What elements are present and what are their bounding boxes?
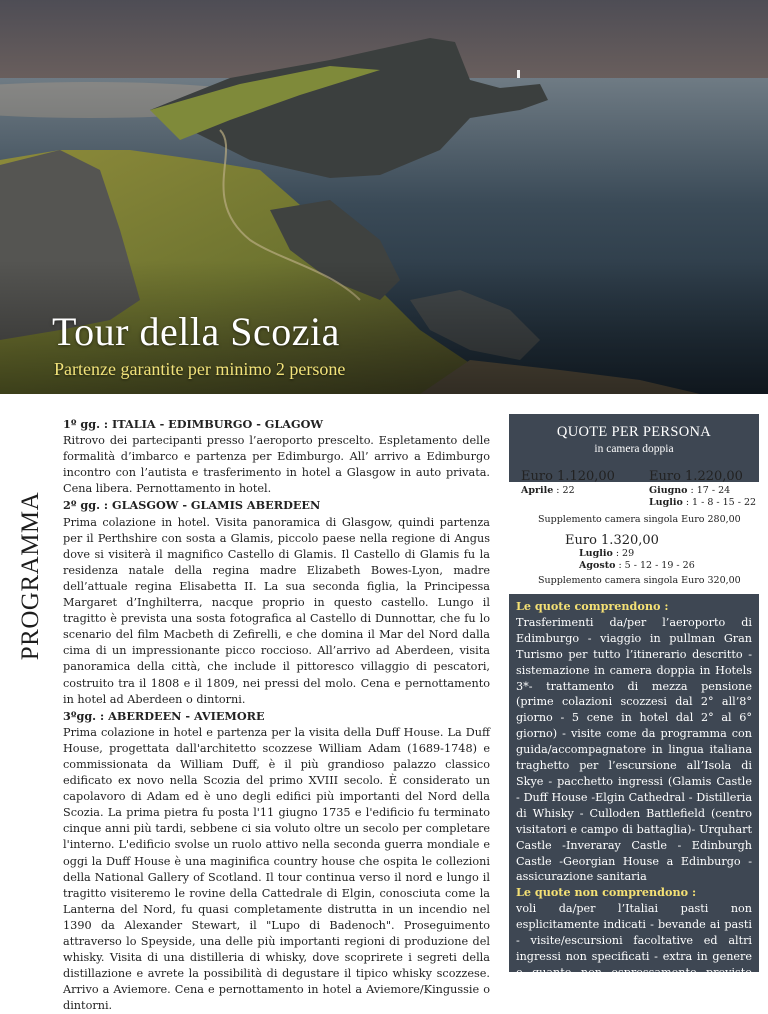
price-list	[509, 469, 759, 590]
price-dates: Giugno : 17 - 24	[649, 485, 731, 496]
supplement-note: Supplemento camera singola Euro 280,00	[538, 514, 741, 525]
day-description: Ritrovo dei partecipanti presso l’aeroporto prescelto. Espletamento delle formalità d’imbarco e partenza per Edimburgo. All’ arrivo a Edimburgo incontro con l’autista e trasferimento in hotel a Glasgow in auto privata. Cena libera. Pernottamento in hotel.	[63, 434, 490, 496]
day-description: Prima colazione in hotel. Visita panoramica di Glasgow, quindi partenza per il Perthshire con sosta a Glamis, piccolo paese nella regione di Angus dove si visiterà il magnifico Castello di Glamis. Il Castello di Glamis fu la residenza natale della regina madre Elizabeth Bowes-Lyon, madre dell’attuale regina Elisabetta II. La sua seconda figlia, la Principessa Margaret d’Inghilterra, nacque proprio in questo castello. Lungo il tragitto è prevista una sosta fotografica al Castello di Dunnottar, che fu lo scenario del film Macbeth di Zefirelli, e che domina il Mar del Nord dalla cima di un impressionante picco roccioso. All’arrivo ad Aberdeen, visita panoramica della città, che include il pittoresco villaggio di pescatori, costruito tra il 1808 e il 1809, nei pressi del molo. Cena e pernottamento in hotel ad Aberdeen o dintorni.	[63, 515, 490, 706]
excludes-text: voli da/per l’Italiai pasti non esplicitamente indicati - bevande ai pasti - visite/escursioni facoltative ed altri ingressi non specificati - extra in genere e quanto non espressamente previsto sotto la voce “le quote comprendono”	[516, 902, 752, 995]
section-label: PROGRAMMA	[17, 491, 44, 661]
price-amount: Euro 1.220,00	[649, 469, 743, 484]
includes-heading: Le quote comprendono :	[516, 599, 669, 613]
price-amount: Euro 1.320,00	[565, 533, 659, 548]
day-description: Prima colazione in hotel e partenza per la visita della Duff House. La Duff House, progettata dall'architetto scozzese William Adam (1689-1748) e commissionata da William Duff, è il più grandioso palazzo classico edificato ex novo nella Scozia del primo XVIII secolo. È considerato un capolavoro di Adam ed è uno degli edifici più importanti del Nord della Scozia. La prima pietra fu posta l'11 giugno 1735 e l'edificio fu terminato cinque anni più tardi, sebbene ci sia voluto oltre un secolo per completare l'interno. L'edificio svolse un ruolo attivo nella seconda guerra mondiale e oggi la Duff House è una maginifica country house che ospita le collezioni della National Gallery of Scotland. Il tour continua verso il nord e lungo il tragitto visiteremo le rovine della Cattedrale di Elgin, conosciuta come la Lanterna del Nord, fu quasi completamente distrutta in un incendio nel 1390 da Alexander Stewart, il "Lupo di Badenoch". Proseguimento attraverso lo Speyside, una delle più importanti regioni di produzione del whisky. Visita di una distilleria di whisky, dove scoprirete i segreti della distillazione e avrete la possibilità di degustare il tipico whisky scozzese. Arrivo a Aviemore. Cena e pernottamento in hotel a Aviemore/Kingussie o dintorni.	[63, 725, 490, 1013]
price-dates: Agosto : 5 - 12 - 19 - 26	[579, 560, 695, 571]
price-dates: Luglio : 1 - 8 - 15 - 22	[649, 497, 757, 508]
prices-heading: QUOTE PER PERSONA	[556, 424, 712, 440]
price-dates: Luglio : 29	[579, 548, 635, 559]
program-text	[63, 416, 490, 1014]
price-dates: Aprile : 22	[521, 485, 575, 496]
day-heading: 2º gg. : GLASGOW - GLAMIS ABERDEEN	[63, 498, 321, 513]
price-amount: Euro 1.120,00	[521, 469, 615, 484]
prices-subheading: in camera doppia	[594, 443, 674, 455]
excludes-heading: Le quote non comprendono :	[516, 885, 697, 900]
supplement-note: Supplemento camera singola Euro 320,00	[538, 575, 741, 586]
includes-text: Trasferimenti da/per l’aeroporto di Edimburgo - viaggio in pullman Gran Turismo per tutto l’itinerario descritto - sistemazione in camera doppia in Hotels 3*- trattamento di mezza pensione (prime colazioni scozzesi dal 2° all’8° giorno - 5 cene in hotel dal 2° al 6° giorno) - visite come da programma con guida/accompagnatore in lingua italiana traghetto per l’escursione all’Isola di Skye - pacchetto ingressi (Glamis Castle - Duff House -Elgin Cathedral - Distilleria di Whisky - Culloden Battlefield (centro visitatori e campo di battaglia)- Urquhart Castle -Inveraray Castle - Edinburgh Castle -Georgian House a Edinburgo -assicurazione sanitaria	[516, 615, 752, 884]
day-heading: 3ºgg. : ABERDEEN - AVIEMORE	[63, 708, 265, 723]
page-subtitle: Partenze garantite per minimo 2 persone	[54, 359, 346, 379]
includes-box	[509, 594, 759, 995]
page-title: Tour della Scozia	[52, 309, 340, 354]
day-heading: 1º gg. : ITALIA - EDIMBURGO - GLAGOW	[63, 417, 324, 431]
